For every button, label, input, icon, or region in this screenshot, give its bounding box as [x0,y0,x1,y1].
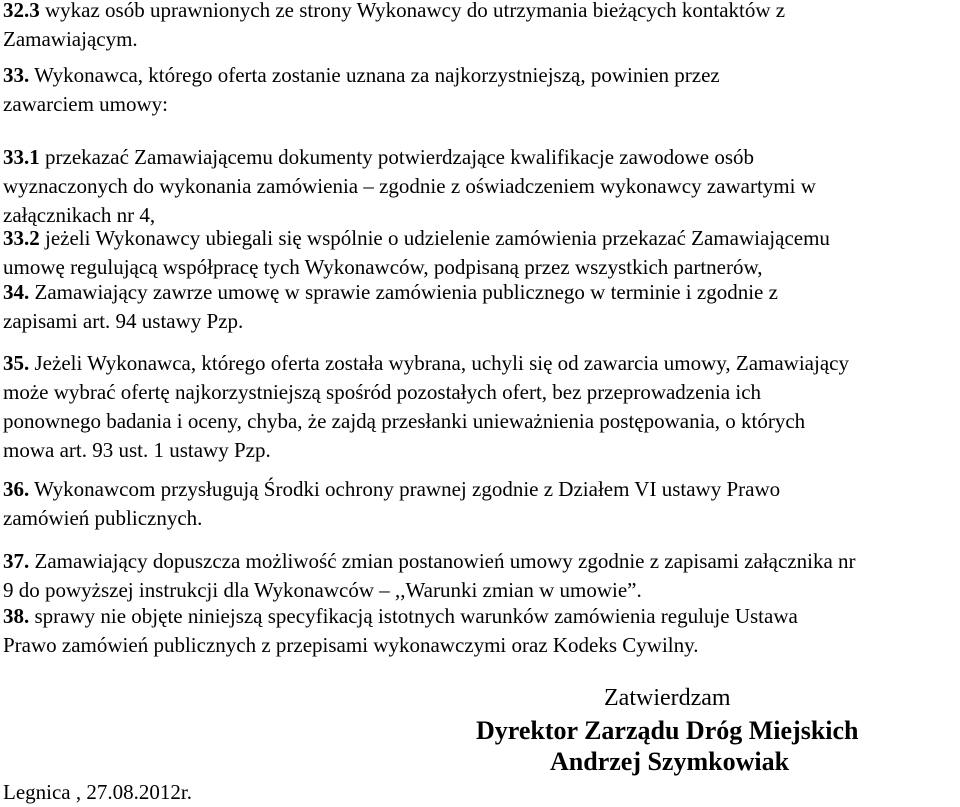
item-32-3: 32.3 wykaz osób uprawnionych ze strony Wykonawcy do utrzymania bieżących kontaktów z Zamawiającym. [3,0,786,51]
signature-name: Andrzej Szymkowiak [550,747,790,776]
item-33-2: 33.2 jeżeli Wykonawcy ubiegali się wspólnie o udzielenie zamówienia przekazać Zamawiającemu umowę regulującą współpracę tych Wykonawców, podpisaną przez wszystkich partnerów, [3,226,830,279]
item-33: 33. Wykonawca, którego oferta zostanie uznana za najkorzystniejszą, powinien przez zawarciem umowy: [3,63,720,116]
item-34: 34. Zamawiający zawrze umowę w sprawie zamówienia publicznego w terminie i zgodnie z zapisami art. 94 ustawy Pzp. [3,280,778,333]
item-38: 38. sprawy nie objęte niniejszą specyfikacją istotnych warunków zamówienia reguluje Ustawa Prawo zamówień publicznych z przepisami wykonawczymi oraz Kodeks Cywilny. [3,604,798,657]
item-33-1: 33.1 przekazać Zamawiającemu dokumenty potwierdzające kwalifikacje zawodowe osób wyznaczonych do wykonania zamówienia – zgodnie z oświadczeniem wykonawcy zawartymi w załącznikach nr 4, [3,145,816,227]
item-37: 37. Zamawiający dopuszcza możliwość zmian postanowień umowy zgodnie z zapisami załącznika nr 9 do powyższej instrukcji dla Wykonawców – ,,Warunki zmian w umowie”. [3,549,856,602]
signature-approve-label: Zatwierdzam [604,685,731,711]
item-36: 36. Wykonawcom przysługują Środki ochrony prawnej zgodnie z Działem VI ustawy Prawo zamówień publicznych. [3,477,781,530]
signature-office-title: Dyrektor Zarządu Dróg Miejskich [476,716,859,745]
place-date: Legnica , 27.08.2012r. [3,780,192,804]
item-35: 35. Jeżeli Wykonawca, którego oferta została wybrana, uchyli się od zawarcia umowy, Zamawiający może wybrać ofertę najkorzystniejszą spośród pozostałych ofert, bez przeprowadzenia ich ponownego badania i oceny, chyba, że zajdą przesłanki unieważnienia postępowania, o których mowa art. 93 ust. 1 ustawy Pzp. [3,351,849,462]
